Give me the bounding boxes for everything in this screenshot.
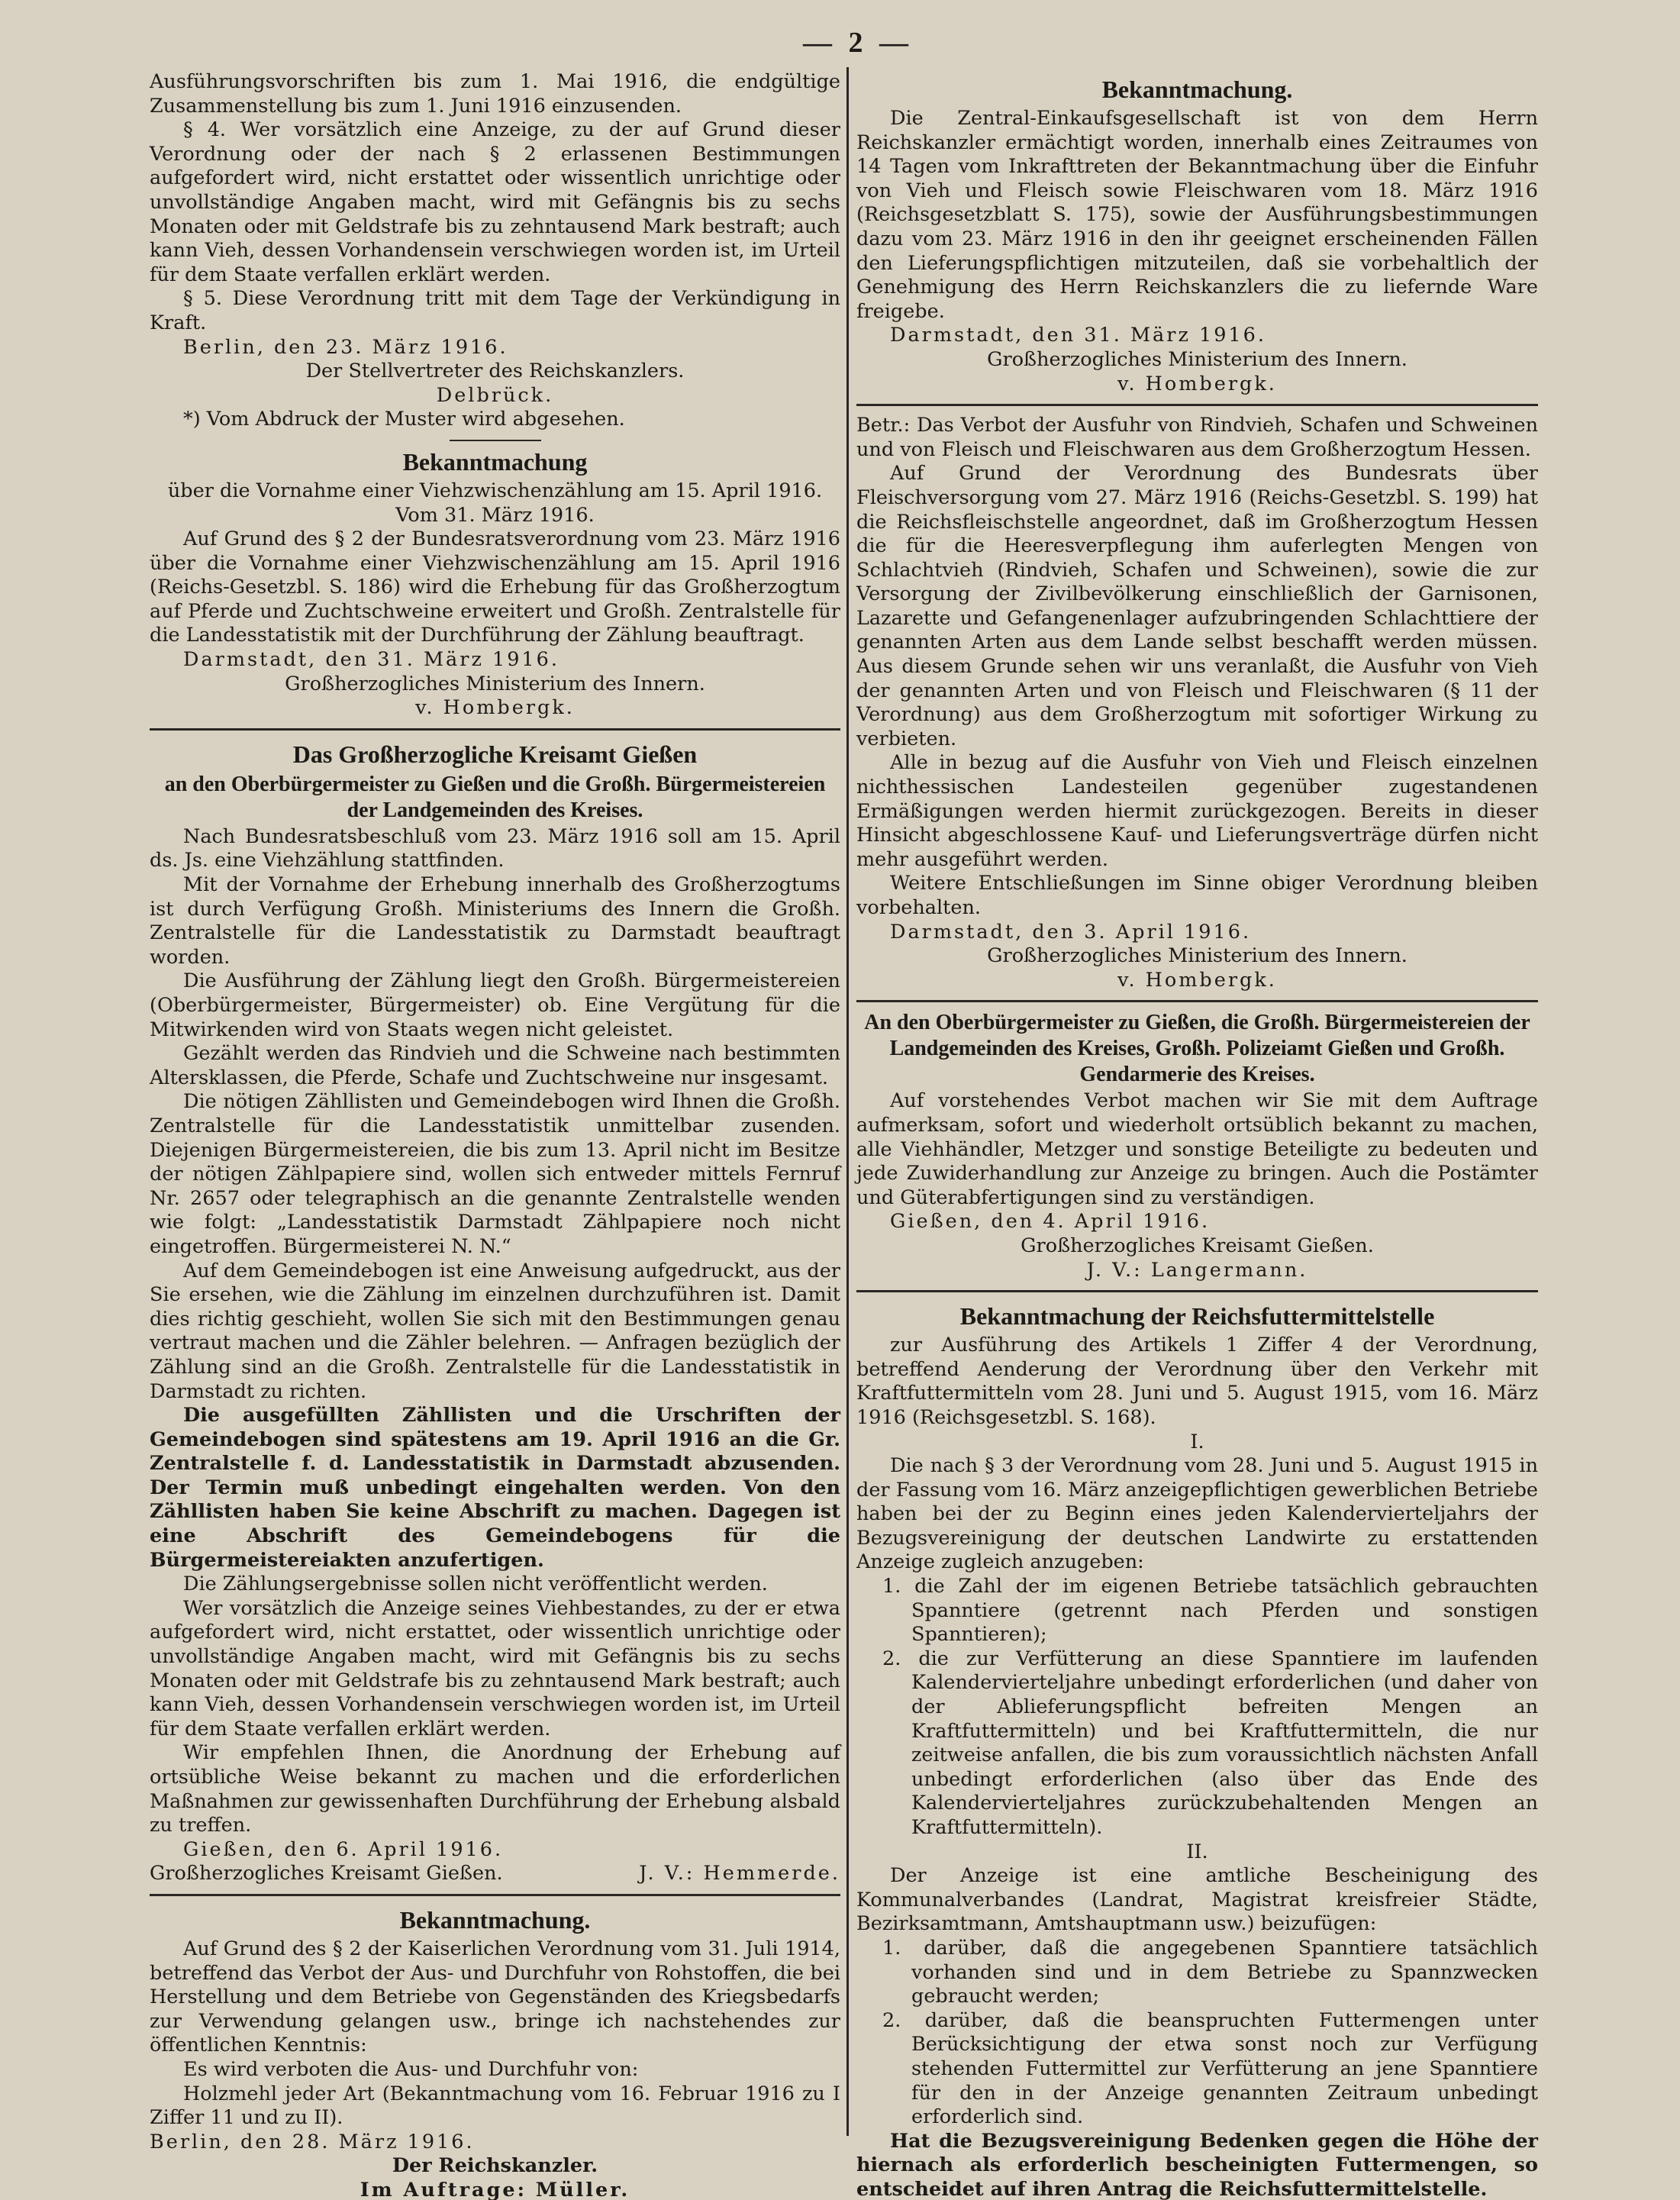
paragraph: Auf dem Gemeindebogen ist eine Anweisung aufgedruckt, aus der Sie ersehen, wie die Zählung im einzelnen durchzuführen ist. Damit dies richtig geschieht, wollen Sie sich mit den Bestimmungen genau vertraut machen und die Zähler belehren. — Anfragen bezüglich der Zählung sind an die Großh. Zentralstelle für die Landesstatistik in Darmstadt zu richten. <box>150 1259 840 1403</box>
notice-kreisamt-verbot <box>856 1010 1538 1282</box>
date-line: Berlin, den 28. März 1916. <box>150 2130 475 2153</box>
date-line: Gießen, den 4. April 1916. <box>890 1210 1211 1234</box>
notice-zentral-einkaufsgesellschaft <box>856 73 1538 396</box>
paragraph: Auf Grund des § 2 der Bundesratsverordnung vom 23. März 1916 über die Vornahme einer Viehzwischenzählung am 15. April 1916 (Reichs-Gesetzbl. S. 186) wird die Erhebung für das Großherzogtum auf Pferde und Zuchtschweine erweitert und Großh. Zentralstelle für die Landesstatistik mit der Durchführung der Zählung beauftragt. <box>150 527 840 647</box>
paragraph: Mit der Vornahme der Erhebung innerhalb des Großherzogtums ist durch Verfügung Großh. Ministeriums des Innern die Großh. Zentralstelle für die Landesstatistik zu Darmstadt beauftragt worden. <box>150 873 840 969</box>
right-column <box>856 70 1538 2200</box>
paragraph: Nach Bundesratsbeschluß vom 23. März 1916 soll am 15. April ds. Js. eine Viehzählung stattfinden. <box>150 824 840 873</box>
signature: Großherzogliches Kreisamt Gießen. <box>1021 1234 1374 1257</box>
notice-subtitle: an den Oberbürgermeister zu Gießen und die Großh. Bürgermeistereien der Landgemeinden des Kreises. <box>164 772 826 822</box>
paragraph: Der Anzeige ist eine amtliche Bescheinigung des Kommunalverbandes (Landrat, Magistrat kreisfreier Städte, Bezirksamtmann, Amtshauptmann usw.) beizufügen: <box>856 1864 1538 1936</box>
paragraph: Weitere Entschließungen im Sinne obiger Verordnung bleiben vorbehalten. <box>856 872 1538 919</box>
separator <box>856 1290 1538 1292</box>
section-number: I. <box>1190 1430 1204 1453</box>
signature-name: v. Hombergk. <box>1117 372 1277 395</box>
column-divider <box>846 67 849 2136</box>
date-line: Darmstadt, den 3. April 1916. <box>890 920 1252 944</box>
separator <box>856 404 1538 406</box>
paragraph: Es wird verboten die Aus- und Durchfuhr von: <box>183 2057 639 2081</box>
date-line: Darmstadt, den 31. März 1916. <box>183 648 559 672</box>
notice-kreisamt-giessen <box>150 738 840 1886</box>
paragraph: Die Ausführung der Zählung liegt den Großh. Bürgermeistereien (Oberbürgermeister, Bürgermeister) ob. Eine Vergütung für die Mitwirkenden wird von Staats wegen nicht geleistet. <box>150 969 840 1041</box>
signature: Großherzogliches Ministerium des Innern. <box>987 347 1408 371</box>
signature-name: J. V.: Langermann. <box>1086 1258 1308 1282</box>
paragraph: Auf Grund der Verordnung des Bundesrats über Fleischversorgung vom 27. März 1916 (Reichs-Gesetzbl. S. 199) hat die Reichsfleischstelle angeordnet, daß im Großherzogtum Hessen die für die Heeresverpflegung ihm auferlegten Mengen von Schlachtvieh (Rindvieh, Schafen und Schweinen), sowie die zur Versorgung der Zivilbevölkerung einschließlich der Garnisonen, Lazarette und Gefangenenlager aufzubringenden Schlachttiere der genannten Arten aus dem Lande selbst beschafft werden müssen. Aus diesem Grunde sehen wir uns veranlaßt, die Ausfuhr von Vieh der genannten Arten und von Fleisch und Fleischwaren (§ 11 der Verordnung) aus dem Großherzogtum mit sofortiger Wirkung zu verbieten. <box>856 462 1538 750</box>
paragraph: § 4. Wer vorsätzlich eine Anzeige, zu der auf Grund dieser Verordnung oder der nach § 2 erlassenen Bestimmungen aufgefordert wird, nicht erstattet oder wissentlich unrichtige oder unvollständige Angaben macht, wird mit Gefängnis bis zu sechs Monaten oder mit Geldstrafe bis zu zehntausend Mark bestraft; auch kann Vieh, dessen Vorhandensein verschwiegen worden ist, im Urteil für dem Staate verfallen erklärt werden. <box>150 118 840 286</box>
paragraph: Auf Grund des § 2 der Kaiserlichen Verordnung vom 31. Juli 1914, betreffend das Verbot der Aus- und Durchfuhr von Rohstoffen, die bei Herstellung und dem Betriebe von Gegenständen des Kriegsbedarfs zur Verwendung gelangen usw., bringe ich nachstehendes zur öffentlichen Kenntnis: <box>150 1937 840 2057</box>
paragraph: Holzmehl jeder Art (Bekanntmachung vom 16. Februar 1916 zu I Ziffer 11 und zu II). <box>150 2082 840 2130</box>
notice-title: Das Großherzogliche Kreisamt Gießen <box>292 740 698 768</box>
separator <box>450 440 541 441</box>
notice-ausfuhrverbot-holzmehl <box>150 1904 840 2200</box>
list-item: 1. die Zahl der im eigenen Betriebe tatsächlich gebrauchten Spanntiere (getrennt nach Pferden und sonstigen Spanntieren); <box>882 1575 1538 1647</box>
signature-name: v. Hombergk. <box>415 696 575 720</box>
page-number: — 2 — <box>803 27 913 59</box>
list-item: 2. die zur Verfütterung an diese Spanntiere im laufenden Kalendervierteljahre unbedingt erforderlichen (und daher von der Ablieferungspflicht befreiten Mengen an Kraftfuttermitteln) und bei Kraftfuttermitteln, die nur zeitweise anfallen, die bis zum voraussichtlich nächsten Anfall unbedingt erforderlichen (also über das Ende des Kalendervierteljahres zurückzubehaltenden Mengen an Kraftfuttermitteln). <box>882 1647 1538 1839</box>
notice-title: Bekanntmachung der Reichsfuttermittelstelle <box>959 1302 1435 1331</box>
signature-row <box>150 1862 840 1886</box>
signature: Der Reichskanzler. <box>392 2154 598 2178</box>
separator <box>150 728 840 731</box>
signature: Großherzogliches Ministerium des Innern. <box>285 672 705 695</box>
left-column <box>150 70 840 2200</box>
paragraph: Alle in bezug auf die Ausfuhr von Vieh und Fleisch einzelnen nichthessischen Landesteilen gegenüber zugestandenen Ermäßigungen werden hiermit zurückgezogen. Bereits in dieser Hinsicht abgeschlossene Kauf- und Lieferungsverträge dürfen nicht mehr ausgeführt werden. <box>856 751 1538 871</box>
signature: Der Stellvertreter des Reichskanzlers. <box>305 360 685 383</box>
paragraph: Gezählt werden das Rindvieh und die Schweine nach bestimmten Altersklassen, die Pferde, Schafe und Zuchtschweine nur insgesamt. <box>150 1042 840 1089</box>
notice-subtitle: zur Ausführung des Artikels 1 Ziffer 4 der Verordnung, betreffend Aenderung der Verordnung über den Verkehr mit Kraftfuttermitteln vom 28. Juni und 5. August 1915, vom 16. März 1916 (Reichsgesetzbl. S. 168). <box>856 1334 1538 1429</box>
paragraph: Ausführungsvorschriften bis zum 1. Mai 1916, die endgültige Zusammenstellung bis zum 1. Juni 1916 einzusenden. <box>150 70 840 118</box>
date-line: Darmstadt, den 31. März 1916. <box>890 324 1266 347</box>
section-number: II. <box>1186 1840 1208 1863</box>
signature-name: Im Auftrage: Müller. <box>360 2178 630 2200</box>
notice-title: Bekanntmachung. <box>399 1905 591 1934</box>
paragraph: Die nötigen Zähllisten und Gemeindebogen wird Ihnen die Großh. Zentralstelle für die Landesstatistik unmittelbar zusenden. Diejenigen Bürgermeistereien, die bis zum 13. April nicht im Besitze der nötigen Zählpapiere sind, wollen sich entweder mittels Fernruf Nr. 2657 oder telegraphisch an die genannte Zentralstelle wenden wie folgt: „Landesstatistik Darmstadt Zählpapiere noch nicht eingetroffen. Bürgermeisterei N. N.“ <box>150 1090 840 1258</box>
date-line: Gießen, den 6. April 1916. <box>183 1837 504 1861</box>
signature-name: Delbrück. <box>436 383 554 407</box>
paragraph: Auf vorstehendes Verbot machen wir Sie mit dem Auftrage aufmerksam, sofort und wiederholt ortsüblich bekannt zu machen, alle Viehhändler, Metzger und sonstige Beteiligte zu bedeuten und jede Zuwiderhandlung zur Anzeige zu bringen. Auch die Postämter und Güterabfertigungen sind zu verständigen. <box>856 1089 1538 1209</box>
notice-reichsfuttermittelstelle <box>856 1300 1538 2200</box>
subject-line: Betr.: Das Verbot der Ausfuhr von Rindvieh, Schafen und Schweinen und von Fleisch und Fleischwaren aus dem Großherzogtum Hessen. <box>856 414 1538 461</box>
notice-viehzwischenzaehlung <box>150 446 840 721</box>
paragraph: Wir empfehlen Ihnen, die Anordnung der Erhebung auf ortsübliche Weise bekannt zu machen und die erforderlichen Maßnahmen zur gewissenhaften Durchführung der Erhebung alsbald zu treffen. <box>150 1741 840 1837</box>
paragraph: Die Zählungsergebnisse sollen nicht veröffentlicht werden. <box>183 1573 768 1596</box>
notice-viehzaehlung-verordnung-end <box>150 70 840 432</box>
list-item: 2. darüber, daß die beanspruchten Futtermengen unter Berücksichtigung der etwa sonst noch zur Verfügung stehenden Futtermittel zur Verfütterung an jene Spanntiere für den in der Anzeige genannten Zeitraum unbedingt erforderlich sind. <box>882 2008 1538 2129</box>
list-item: 1. darüber, daß die angegebenen Spanntiere tatsächlich vorhanden sind und in dem Betriebe zu Spannzwecken gebraucht werden; <box>882 1936 1538 2008</box>
paragraph: Hat die Bezugsvereinigung Bedenken gegen die Höhe der hiernach als erforderlich bescheinigten Futtermengen, so entscheidet auf ihren Antrag die Reichsfuttermittelstelle. <box>856 2129 1538 2200</box>
notice-title: Bekanntmachung. <box>1101 76 1293 103</box>
signature: Großherzogliches Kreisamt Gießen. <box>150 1862 503 1885</box>
separator <box>150 1894 840 1896</box>
signature-name: v. Hombergk. <box>1117 968 1277 992</box>
paragraph: Die Zentral-Einkaufsgesellschaft ist von dem Herrn Reichskanzler ermächtigt worden, innerhalb eines Zeitraumes von 14 Tagen vom Inkrafttreten der Bekanntmachung über die Einfuhr von Vieh und Fleisch sowie Fleischwaren vom 18. März 1916 (Reichsgesetzblatt S. 175), sowie der Ausführungsbestimmungen dazu vom 23. März 1916 in den ihr geeignet erscheinenden Fällen den Lieferungspflichtigen mitzuteilen, daß sie vorbehaltlich der Genehmigung des Herrn Reichskanzlers die zu liefernde Ware freigebe. <box>856 107 1538 323</box>
date-line: Berlin, den 23. März 1916. <box>183 335 508 359</box>
footnote: *) Vom Abdruck der Muster wird abgesehen. <box>183 408 625 431</box>
paragraph: § 5. Diese Verordnung tritt mit dem Tage der Verkündigung in Kraft. <box>150 287 840 334</box>
notice-ausfuhrverbot-vieh <box>856 414 1538 992</box>
signature: Großherzogliches Ministerium des Innern. <box>987 944 1408 968</box>
paragraph: Die nach § 3 der Verordnung vom 28. Juni und 5. August 1915 in der Fassung vom 16. März anzeigepflichtigen gewerblichen Betriebe haben bei der zu Beginn eines jeden Kalendervierteljahrs der Bezugsvereinigung der deutschen Landwirte zu erstattenden Anzeige zugleich anzugeben: <box>856 1454 1538 1574</box>
paragraph: Wer vorsätzlich die Anzeige seines Viehbestandes, zu der er etwa aufgefordert wird, nicht erstattet, oder wissentlich unrichtige oder unvollständige Angaben macht, wird mit Gefängnis bis zu sechs Monaten oder mit Geldstrafe bis zu zehntausend Mark bestraft; auch kann Vieh, dessen Vorhandensein verschwiegen worden ist, im Urteil für dem Staate verfallen erklärt werden. <box>150 1596 840 1740</box>
notice-title: Bekanntmachung <box>402 447 588 476</box>
notice-subtitle: über die Vornahme einer Viehzwischenzählung am 15. April 1916. <box>167 479 823 502</box>
signature-name: J. V.: Hemmerde. <box>639 1862 840 1885</box>
paragraph: Die ausgefüllten Zähllisten und die Urschriften der Gemeindebogen sind spätestens am 19. April 1916 an die Gr. Zentralstelle f. d. Landesstatistik in Darmstadt abzusenden. Der Termin muß unbedingt eingehalten werden. Von den Zähllisten haben Sie keine Abschrift zu machen. Dagegen ist eine Abschrift des Gemeindebogens für die Bürgermeistereiakten anzufertigen. <box>150 1404 840 1572</box>
separator <box>856 1000 1538 1002</box>
notice-date-subtitle: Vom 31. März 1916. <box>395 503 595 527</box>
notice-title: An den Oberbürgermeister zu Gießen, die Großh. Bürgermeistereien der Landgemeinden des Kreises, Großh. Polizeiamt Gießen und Großh. Gendarmerie des Kreises. <box>864 1011 1530 1087</box>
